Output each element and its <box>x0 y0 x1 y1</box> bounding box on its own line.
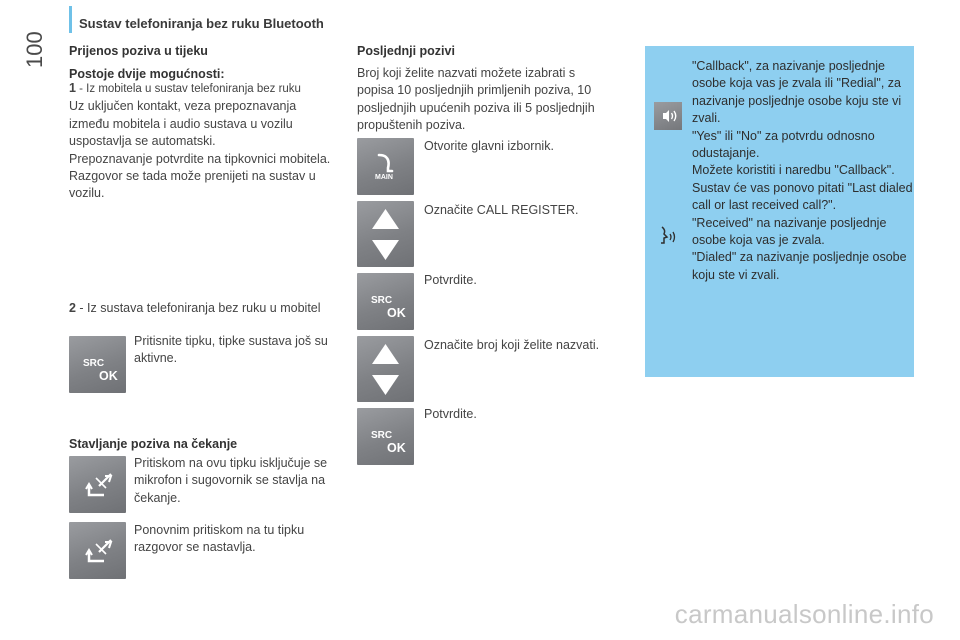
main-key[interactable] <box>357 138 414 195</box>
step-4-text: Označite broj koji želite nazvati. <box>424 338 600 352</box>
speaking-head-icon <box>656 224 682 248</box>
main-label: MAIN <box>375 174 393 181</box>
src-label: SRC <box>83 358 105 369</box>
hold-text-2: Ponovnim pritiskom na tu tipku razgovor se nastavlja. <box>134 523 305 555</box>
up-down-key-1[interactable] <box>357 201 414 267</box>
step-3-text: Potvrdite. <box>424 273 477 287</box>
footer-watermark: carmanualsonline.info <box>674 599 934 629</box>
voice-command-icon <box>654 102 682 130</box>
src-label: SRC <box>371 430 393 441</box>
option-2-heading <box>69 300 334 317</box>
src-ok-icon-2 <box>357 408 414 465</box>
option-1-heading <box>69 80 334 98</box>
option-1-number: 1 <box>69 81 76 95</box>
src-ok-key-transfer[interactable] <box>69 336 126 393</box>
mic-hold-icon-2 <box>69 522 126 579</box>
up-down-key-2[interactable] <box>357 336 414 402</box>
src-label: SRC <box>371 295 393 306</box>
up-down-arrows-icon-2 <box>357 336 414 402</box>
step-1-text: Otvorite glavni izbornik. <box>424 139 554 153</box>
section-title-transfer: Prijenos poziva u tijeku <box>69 44 208 58</box>
ok-label: OK <box>387 306 406 320</box>
option-2-line: - Iz sustava telefoniranja bez ruku u mobitel <box>75 301 321 315</box>
hold-key-2[interactable] <box>69 522 126 579</box>
voice-command-key[interactable] <box>654 102 682 130</box>
option-2-number: 2 <box>69 301 76 315</box>
src-ok-key-1[interactable] <box>357 273 414 330</box>
hold-text-1: Pritiskom na ovu tipku isključuje se mikrofon i sugovornik se stavlja na čekanje. <box>134 456 328 505</box>
option-2-paragraph <box>69 300 334 317</box>
ok-label: OK <box>99 369 118 383</box>
step-2-text: Označite CALL REGISTER. <box>424 203 579 217</box>
page-number: 100 <box>22 31 47 68</box>
section-title-recent-calls: Posljednji pozivi <box>357 44 455 58</box>
hold-key-1[interactable] <box>69 456 126 513</box>
src-ok-icon-1 <box>357 273 414 330</box>
option-1-line: - Iz mobitela u sustav telefoniranja bez ruku <box>75 83 301 95</box>
option-1-body: Uz uključen kontakt, veza prepoznavanja između mobitela i audio sustava u vozilu uspostavlja se automatski. Prepoznavanje potvrdite na tipkovnici mobitela. Razgovor se tada može prenijeti na sustav u vozilu. <box>69 99 331 201</box>
option-1-paragraph <box>69 80 334 203</box>
header-accent-bar <box>69 6 72 33</box>
section-subtitle-options: Postoje dvije mogućnosti: <box>69 67 225 81</box>
option-2-key-text: Pritisnite tipku, tipke sustava još su aktivne. <box>134 334 328 366</box>
ok-label: OK <box>387 441 406 455</box>
section-title-hold: Stavljanje poziva na čekanje <box>69 437 238 451</box>
src-ok-key-2[interactable] <box>357 408 414 465</box>
page-header-title: Sustav telefoniranja bez ruku Bluetooth <box>79 16 324 31</box>
step-5-text: Potvrdite. <box>424 407 477 421</box>
voice-command-text: "Callback", za nazivanje posljednje osobe koja vas je zvala ili "Redial", za nazivanje posljednje osobe koju ste vi zvali. "Yes" ili "No" za potvrdu odnosno odustajanje. Možete koristiti i naredbu "Callback". Sustav će vas ponovo pitati "Last dialed call or last received call?". "Received" na nazivanje posljednje osobe koja vas je zvala. "Dialed" za nazivanje posljednje osobe koju ste vi zvali. <box>692 59 913 282</box>
main-menu-icon <box>357 138 414 195</box>
mic-hold-icon <box>69 456 126 513</box>
src-ok-icon <box>69 336 126 393</box>
up-down-arrows-icon <box>357 201 414 267</box>
recent-calls-intro: Broj koji želite nazvati možete izabrati s popisa 10 posljednjih primljenih poziva, 10 posljednjih upućenih poziva ili 5 posljednjih propuštenih poziva. <box>357 66 595 133</box>
